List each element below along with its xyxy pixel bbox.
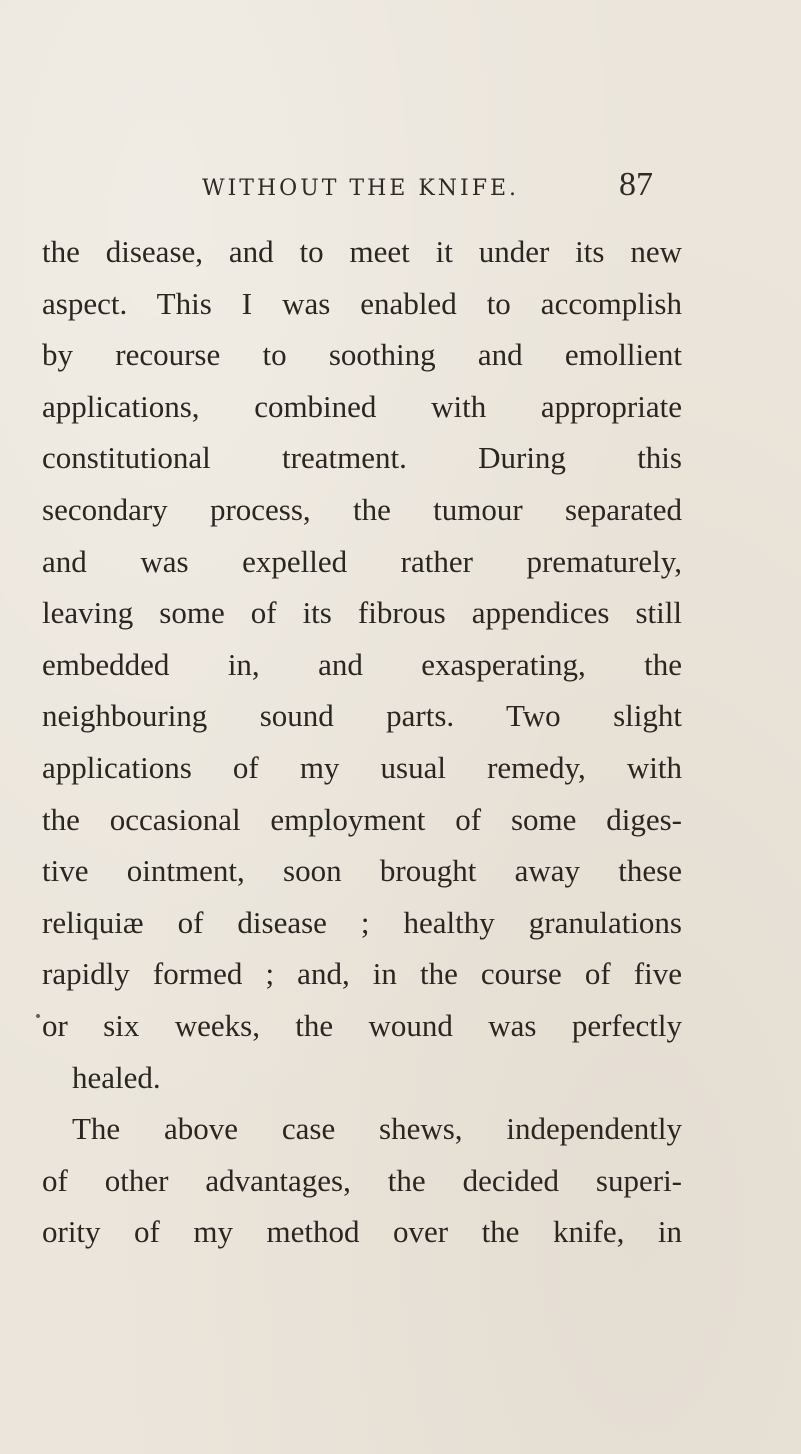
text-line: the disease, and to meet it under its new [42,234,682,269]
paragraph-end-line: healed. [72,1059,161,1095]
text-line: aspect. This I was enabled to accomplish [42,285,682,321]
text-line: applications, combined with appropriate [42,388,682,424]
paragraph-start-line: The above case shews, independently [72,1111,682,1147]
text-line: tive ointment, soon brought away these [42,853,682,889]
running-head [0,166,801,206]
text-line: embedded in, and exasperating, the [42,646,682,682]
print-speck [35,1013,41,1019]
text-line: reliquiæ of disease ; healthy granulations [42,904,682,940]
text-line: or six weeks, the wound was perfectly [42,1007,682,1043]
text-line: rapidly formed ; and, in the course of five [42,956,682,992]
text-line: of other advantages, the decided superi- [42,1162,682,1198]
text-line: and was expelled rather prematurely, [42,543,682,579]
running-title: WITHOUT THE KNIFE. [202,176,520,201]
text-line: secondary process, the tumour separated [42,491,682,527]
text-line: the occasional employment of some diges- [42,801,682,837]
text-line: applications of my usual remedy, with [42,749,682,785]
text-line: by recourse to soothing and emollient [42,337,682,373]
page-number: 87 [619,166,653,203]
text-line: leaving some of its fibrous appendices still [42,595,682,631]
text-line: ority of my method over the knife, in [42,1214,682,1250]
body-text [42,226,682,1258]
text-line: constitutional treatment. During this [42,440,682,476]
text-line: neighbouring sound parts. Two slight [42,698,682,734]
